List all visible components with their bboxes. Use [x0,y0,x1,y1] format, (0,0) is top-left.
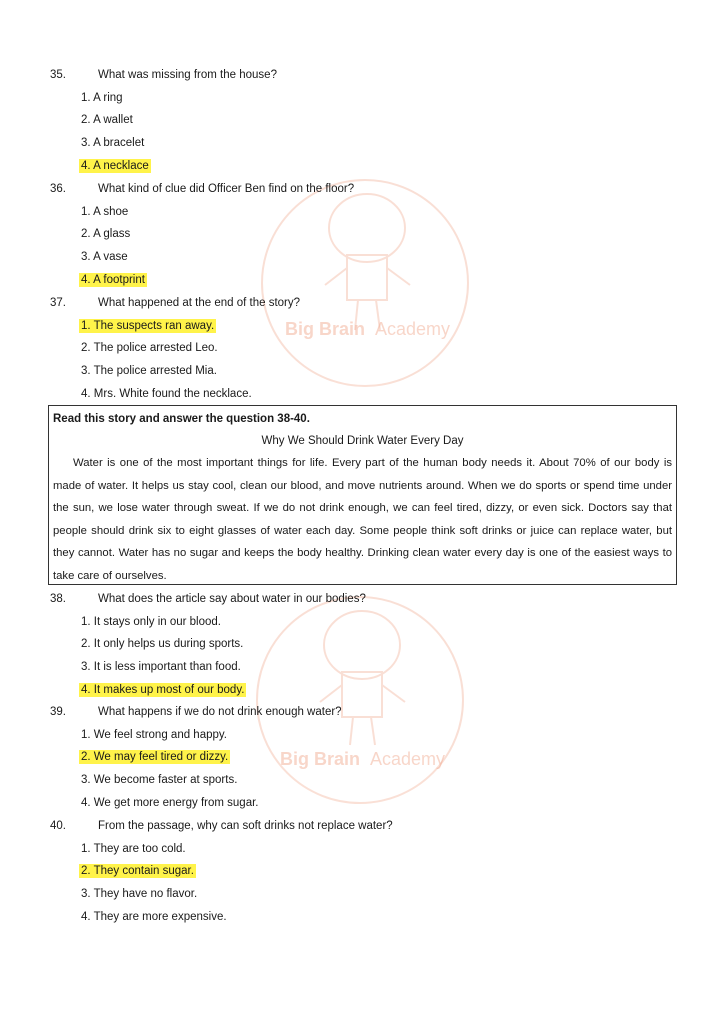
question-number: 38. [50,593,66,606]
question-36-stem [0,178,354,201]
passage-instruction: Read this story and answer the question 38-40. [53,413,310,425]
option-1-answer [0,315,300,338]
question-40 [0,815,393,928]
option-4-answer [0,678,366,701]
option-3: 3. A vase [81,251,128,264]
question-37 [0,292,300,405]
question-text: What happened at the end of the story? [98,297,301,310]
reading-passage-box [48,405,677,585]
question-text: What was missing from the house? [98,69,277,82]
question-text: From the passage, why can soft drinks not replace water? [98,820,393,833]
question-38-stem [0,588,366,611]
option-3: 3. We become faster at sports. [81,774,238,787]
option-1: 1. A shoe [81,205,129,218]
question-35-stem [0,64,277,87]
option-3: 3. The police arrested Mia. [81,365,217,378]
question-35 [0,64,277,177]
highlighted-answer: 4. A footprint [81,273,145,286]
highlighted-answer: 1. The suspects ran away. [81,319,215,332]
passage-body: Water is one of the most important things for life. Every part of the human body needs it. About 70% of our body is made of water. It helps us stay cool, clean our blood, and move nutrients around. When we do sports or spend time under the sun, we lose water through sweat. If we do not drink enough, we can feel tired, dizzy, or even sick. Doctors say that people should drink six to eight glasses of water each day. Some people think soft drinks or juice can replace water, but they cannot. Water has no sugar and keeps the body healthy. Drinking clean water every day is one of the easiest ways to take care of ourselves. [53,457,672,582]
option-4-answer [0,268,354,291]
option-3: 3. It is less important than food. [81,661,241,674]
option-2-answer [0,860,393,883]
question-38 [0,588,366,701]
watermark-text-regular-top: Academy [375,319,451,339]
option-1: 1. It stays only in our blood. [81,615,221,628]
option-4: 4. Mrs. White found the necklace. [81,387,252,400]
watermark-text-bold-bottom: Big Brain [280,749,361,769]
watermark-text-regular-bottom: Academy [370,749,446,769]
option-1: 1. A ring [81,91,123,104]
option-1: 1. We feel strong and happy. [81,728,227,741]
question-number: 37. [50,297,66,310]
option-4: 4. We get more energy from sugar. [81,796,259,809]
highlighted-answer: 2. They contain sugar. [81,865,194,878]
highlighted-answer: 4. It makes up most of our body. [81,683,245,696]
question-number: 40. [50,820,66,833]
question-number: 36. [50,183,66,196]
option-3: 3. They have no flavor. [81,888,198,901]
question-text: What kind of clue did Officer Ben find on the floor? [98,183,355,196]
question-number: 35. [50,69,66,82]
option-3: 3. A bracelet [81,137,145,150]
option-2: 2. The police arrested Leo. [81,342,218,355]
option-4-answer [0,154,277,177]
question-text: What happens if we do not drink enough water? [98,706,342,719]
question-40-stem [0,815,393,838]
option-4: 4. They are more expensive. [81,910,227,923]
highlighted-answer: 4. A necklace [81,159,149,172]
question-37-stem [0,292,300,315]
highlighted-answer: 2. We may feel tired or dizzy. [81,751,229,764]
watermark-text-bold-top: Big Brain [285,319,366,339]
question-39 [0,701,342,814]
option-2: 2. It only helps us during sports. [81,638,244,651]
question-text: What does the article say about water in our bodies? [98,593,366,606]
option-1: 1. They are too cold. [81,842,186,855]
option-2-answer [0,746,342,769]
question-39-stem [0,701,342,724]
passage-title: Why We Should Drink Water Every Day [261,435,464,447]
option-2: 2. A glass [81,228,131,241]
question-number: 39. [50,706,66,719]
option-2: 2. A wallet [81,114,133,127]
question-36 [0,178,354,291]
